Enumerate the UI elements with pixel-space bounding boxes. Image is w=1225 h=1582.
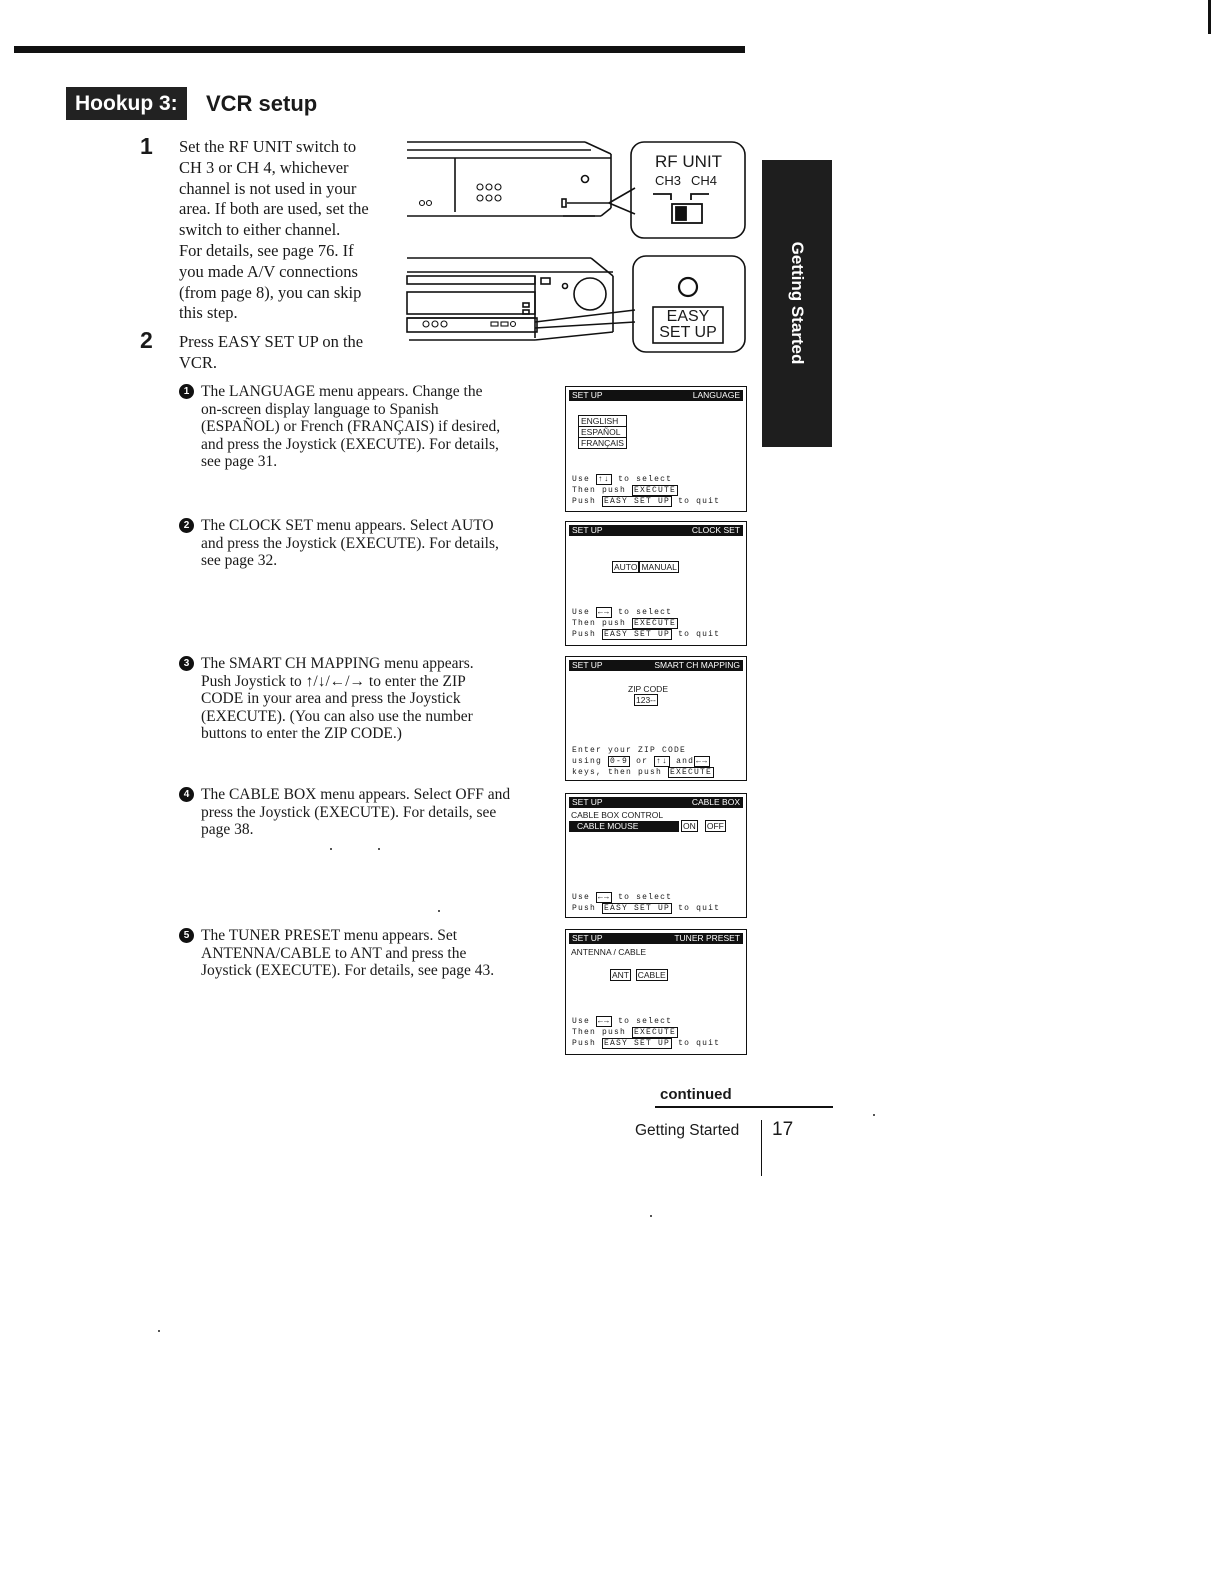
easy-setup-key: EASY SET UP	[604, 497, 671, 506]
rf-ch4-label: CH4	[691, 173, 718, 188]
substep-bullet: 4	[179, 787, 194, 802]
footer-separator	[761, 1120, 762, 1176]
step-number: 2	[140, 327, 153, 353]
menu-title-bar	[569, 933, 743, 944]
menu-title-bar	[569, 797, 743, 808]
number-keys-icon: 0-9	[610, 757, 629, 766]
instruction-line: Push EASY SET UP to quit	[572, 1039, 721, 1048]
hookup-badge: Hookup 3:	[66, 87, 187, 120]
left-right-keys-icon: ←→	[696, 757, 709, 766]
scan-speck	[158, 1330, 160, 1332]
instruction-line: Use ←→ to select	[572, 1017, 673, 1026]
option-ant: ANT	[612, 970, 629, 980]
menu-name: TUNER PRESET	[674, 933, 740, 943]
text-line: switch to either channel.	[179, 220, 341, 240]
text-line: you made A/V connections	[179, 261, 358, 281]
text-line: Set the RF UNIT switch to	[179, 137, 357, 156]
easy-setup-key: EASY SET UP	[604, 904, 671, 913]
footer-section-name: Getting Started	[635, 1122, 740, 1139]
instruction-line: Push EASY SET UP to quit	[572, 904, 721, 913]
arrow-keys-icon: ←→	[598, 1017, 611, 1026]
option-espanol: ESPAÑOL	[579, 427, 626, 438]
step-number: 1	[140, 133, 153, 159]
easy-label: EASY	[666, 308, 710, 325]
text-line: (ESPAÑOL) or French (FRANÇAIS) if desired,	[201, 418, 501, 435]
scan-speck	[873, 1114, 875, 1116]
execute-key: EXECUTE	[634, 1028, 677, 1037]
section-title: VCR setup	[206, 91, 318, 116]
substep-bullet: 5	[179, 928, 194, 943]
instruction-line: Use ←→ to select	[572, 608, 673, 617]
rf-unit-label: RF UNIT	[655, 152, 723, 171]
option-cable: CABLE	[637, 970, 666, 980]
instruction-line: Use ←→ to select	[572, 893, 673, 902]
menu-title-bar	[569, 660, 743, 671]
execute-key: EXECUTE	[670, 768, 713, 777]
text-line: channel is not used in your	[179, 178, 357, 198]
zip-code-label: ZIP CODE	[628, 684, 668, 694]
text-line: buttons to enter the ZIP CODE.)	[201, 725, 402, 742]
up-down-keys-icon: ↑↓	[656, 757, 669, 766]
text-line: see page 32.	[201, 552, 278, 569]
instruction-line: keys, then push EXECUTE	[572, 768, 713, 777]
substep-bullet: 1	[179, 384, 194, 399]
menu-title: SET UP	[572, 390, 603, 400]
clock-set-menu-screen	[565, 521, 747, 646]
text-line: this step.	[179, 303, 238, 323]
text-line: The LANGUAGE menu appears. Change the	[201, 383, 483, 400]
antenna-cable-label: ANTENNA / CABLE	[571, 947, 647, 957]
text-line: and press the Joystick (EXECUTE). For details,	[201, 534, 499, 552]
text-line: (EXECUTE). (You can also use the number	[201, 707, 473, 725]
instruction-line: Then push EXECUTE	[572, 486, 677, 495]
instruction-line: Push EASY SET UP to quit	[572, 497, 721, 506]
arrow-keys-icon: ↑↓	[598, 475, 611, 484]
menu-name: LANGUAGE	[692, 390, 740, 400]
side-tab-label: Getting Started	[788, 241, 807, 365]
option-manual: MANUAL	[641, 562, 677, 572]
text-line: VCR.	[179, 352, 218, 372]
page-number: 17	[772, 1119, 794, 1140]
setup-label: SET UP	[659, 324, 717, 341]
scan-speck	[330, 848, 332, 850]
text-line: and press the Joystick (EXECUTE). For details,	[201, 435, 499, 453]
cable-box-control-label: CABLE BOX CONTROL	[571, 810, 664, 820]
instruction-line: Enter your ZIP CODE	[572, 746, 687, 755]
menu-title-bar	[569, 525, 743, 536]
menu-title: SET UP	[572, 525, 603, 535]
text-line: press the Joystick (EXECUTE). For details, see	[201, 803, 497, 821]
text-line: CH 3 or CH 4, whichever	[179, 157, 349, 177]
smart-ch-mapping-screen	[565, 656, 747, 781]
arrow-keys-icon: ←→	[598, 608, 611, 617]
menu-title: SET UP	[572, 797, 603, 807]
option-auto: AUTO	[614, 562, 638, 572]
text-line: Joystick (EXECUTE). For details, see page 43.	[201, 962, 495, 979]
text-line: see page 31.	[201, 453, 278, 470]
text-line: Press EASY SET UP on the	[179, 332, 364, 351]
execute-key: EXECUTE	[634, 486, 677, 495]
continued-rule	[655, 1106, 833, 1108]
easy-setup-label	[653, 309, 723, 341]
instruction-line: Then push EXECUTE	[572, 619, 677, 628]
substep-bullet: 3	[179, 656, 194, 671]
arrow-keys-icon: ←→	[598, 893, 611, 902]
scan-speck	[378, 848, 380, 850]
option-on: ON	[683, 821, 696, 831]
option-english: ENGLISH	[579, 416, 626, 427]
easy-setup-key: EASY SET UP	[604, 630, 671, 639]
text-line: The SMART CH MAPPING menu appears.	[201, 655, 474, 672]
continued-label: continued	[660, 1086, 732, 1103]
substep-bullet: 2	[179, 518, 194, 533]
text-line: ANTENNA/CABLE to ANT and press the	[201, 944, 467, 962]
corner-mark	[1208, 0, 1211, 34]
option-francais: FRANÇAIS	[581, 438, 624, 448]
rf-ch3-label: CH3	[655, 173, 682, 188]
top-rule	[14, 46, 745, 53]
text-line: area. If both are used, set the	[179, 199, 369, 219]
zip-code-value: 123--	[636, 695, 656, 705]
text-line: page 38.	[201, 821, 254, 838]
text-line: The TUNER PRESET menu appears. Set	[201, 927, 458, 944]
step-2-text	[179, 332, 363, 374]
text-line: For details, see page 76. If	[179, 240, 354, 260]
tuner-preset-menu-screen	[565, 929, 747, 1055]
scan-speck	[438, 910, 440, 912]
text-line: The CABLE BOX menu appears. Select OFF and	[201, 786, 511, 803]
execute-key: EXECUTE	[634, 619, 677, 628]
text-line: on-screen display language to Spanish	[201, 400, 439, 418]
instruction-line: Use ↑↓ to select	[572, 475, 673, 484]
menu-name: SMART CH MAPPING	[654, 660, 740, 670]
side-tab	[762, 160, 832, 447]
text-line: (from page 8), you can skip	[179, 282, 362, 302]
menu-title: SET UP	[572, 660, 603, 670]
text-line: The CLOCK SET menu appears. Select AUTO	[201, 517, 494, 534]
language-menu-screen	[565, 386, 747, 512]
text-line: Push Joystick to ↑/↓/←/→ to enter the ZIP	[201, 672, 466, 690]
text-line: CODE in your area and press the Joystick	[201, 690, 461, 707]
vcr-rear-illustration	[395, 132, 755, 246]
menu-title: SET UP	[572, 933, 603, 943]
instruction-line: Push EASY SET UP to quit	[572, 630, 721, 639]
cable-mouse-row: CABLE MOUSE	[569, 821, 679, 832]
menu-name: CLOCK SET	[691, 525, 740, 535]
cable-box-menu-screen	[565, 793, 747, 918]
menu-name: CABLE BOX	[691, 797, 740, 807]
option-off: OFF	[706, 821, 724, 831]
menu-title-bar	[569, 390, 743, 401]
instruction-line: using 0-9 or ↑↓ and ←→	[572, 757, 709, 766]
step-1-text	[179, 137, 369, 324]
instruction-line: Then push EXECUTE	[572, 1028, 677, 1037]
scan-speck	[650, 1215, 652, 1217]
vcr-front-illustration	[395, 252, 755, 358]
easy-setup-key: EASY SET UP	[604, 1039, 671, 1048]
